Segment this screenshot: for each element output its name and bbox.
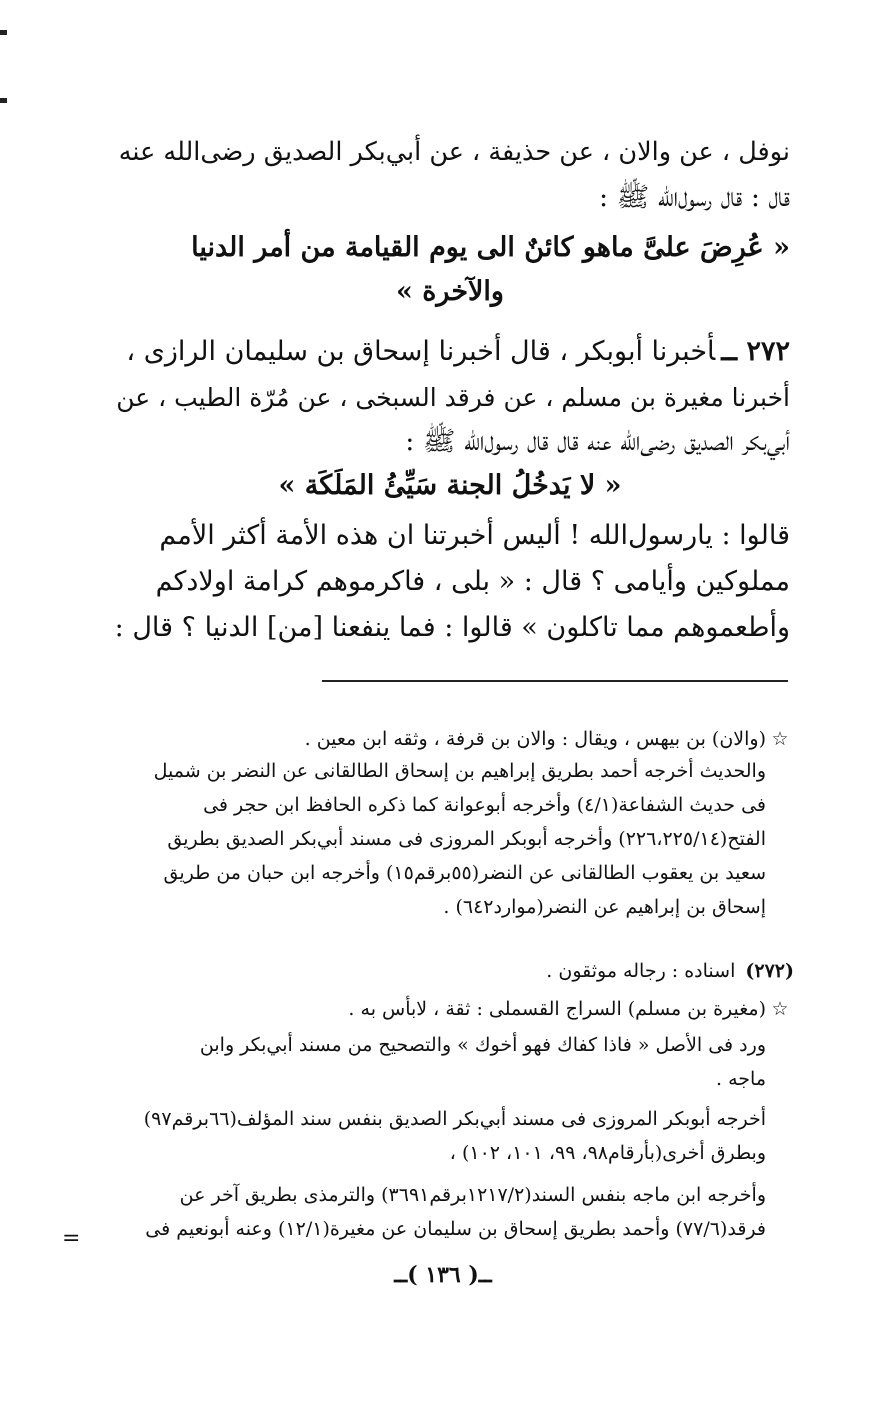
- text-line: أخبرنا أبوبكر ، قال أخبرنا إسحاق بن سليمان الرازى ،: [126, 336, 716, 367]
- text-line: وأطعموهم مما تاكلون » قالوا : فما ينفعنا [من] الدنيا ؟ قال :: [114, 612, 790, 643]
- text-line: نوفل ، عن والان ، عن حذيفة ، عن أبي‌بكر الصديق رضى‌الله عنه: [118, 137, 790, 167]
- footnote-line: فى حديث الشفاعة(٤/١) وأخرجه أبوعوانة كما ذكره الحافظ ابن حجر فى: [203, 794, 766, 816]
- footnote-line: أخرجه أبوبكر المروزى فى مسند أبي‌بكر الصديق بنفس سند المؤلف(٦٦برقم٩٧): [143, 1108, 766, 1130]
- text-line: أبي‌بكر الصديق رضى‌الله عنه قال قال رسول‌الله ﷺ :: [405, 426, 790, 457]
- star-icon: ☆: [771, 998, 789, 1020]
- quote-line: « عُرِضَ علىَّ ماهو كائنٌ الى يوم القيامة من أمر الدنيا: [191, 232, 790, 263]
- hadith-number: ٢٧٢ ــ: [721, 336, 790, 367]
- footnote-line: فرقد(٧٧/٦) وأحمد بطريق إسحاق بن سليمان عن مغيرة(١٢/١) وعنه أبونعيم فى: [145, 1218, 766, 1240]
- footnote-divider: [322, 680, 788, 682]
- text-line: قالوا : يارسول‌الله ! أليس أخبرتنا ان هذه الأمة أكثر الأمم: [159, 520, 790, 551]
- star-icon: ☆: [771, 728, 789, 750]
- quote-line: والآخرة »: [396, 276, 504, 307]
- continuation-mark: =: [62, 1226, 81, 1251]
- text-line: أخبرنا مغيرة بن مسلم ، عن فرقد السبخى ، عن مُرّة الطيب ، عن: [116, 383, 790, 412]
- footnote-line: الفتح(٢٢٦،٢٢٥/١٤) وأخرجه أبوبكر المروزى فى مسند أبي‌بكر الصديق بطريق: [167, 828, 766, 850]
- text-line: مملوكين وأيامى ؟ قال : « بلى ، فاكرموهم كرامة اولادكم: [155, 566, 790, 597]
- footnote-number: (٢٧٢): [745, 960, 794, 982]
- page-number: ــ( ١٣٦ )ــ: [394, 1262, 492, 1288]
- footnote-line: ☆(والان) بن بيهس ، ويقال : والان بن قرفة ، وثقه ابن معين .: [305, 724, 794, 754]
- edge-mark: [0, 30, 7, 35]
- quote-line: « لا يَدخُلُ الجنة سَيِّئُ المَلَكَة »: [278, 470, 622, 501]
- footnote-line: وبطرق أخرى(بأرقام٩٨، ٩٩، ١٠١، ١٠٢) ،: [449, 1142, 766, 1164]
- footnote-line: ماجه .: [716, 1068, 766, 1090]
- footnote-line: إسحاق بن إبراهيم عن النضر(موارد٦٤٢) .: [443, 896, 766, 918]
- footnote-line: والحديث أخرجه أحمد بطريق إبراهيم بن إسحاق الطالقانى عن النضر بن شميل: [153, 760, 766, 782]
- footnote-line: سعيد بن يعقوب الطالقانى عن النضر(٥٥برقم١٥) وأخرجه ابن حبان من طريق: [163, 862, 766, 884]
- hadith-header: [126, 332, 790, 372]
- footnote-line: ورد فى الأصل « فاذا كفاك فهو أخوك » والتصحيح من مسند أبي‌بكر وابن: [199, 1034, 766, 1056]
- footnote-line: ☆(مغيرة بن مسلم) السراج القسملى : ثقة ، لابأس به .: [348, 994, 794, 1024]
- edge-mark: [0, 98, 7, 103]
- footnote-line: (٢٧٢)اسناده : رجاله موثقون .: [546, 960, 794, 982]
- footnote-line: وأخرجه ابن ماجه بنفس السند(١٢١٧/٢برقم٣٦٩١) والترمذى بطريق آخر عن: [179, 1184, 766, 1206]
- text-line: قال : قال رسول‌الله ﷺ :: [598, 182, 790, 213]
